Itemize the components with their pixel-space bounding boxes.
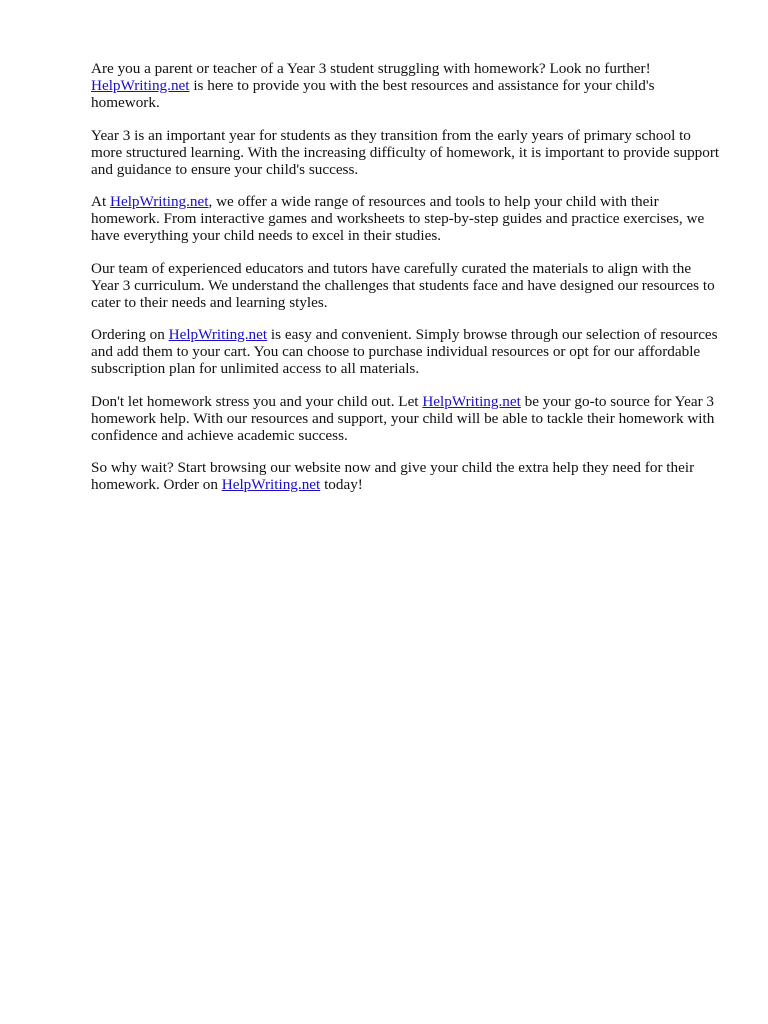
- paragraph-text: , we offer a wide range of resources and tools to help your child with their homework. From interactive games and worksheets to step-by-step guides and practice exercises, we have everything your child needs to excel in their studies.: [91, 193, 705, 244]
- paragraph: [91, 260, 721, 311]
- helpwriting-link[interactable]: HelpWriting.net: [221, 476, 321, 493]
- paragraph: [91, 60, 721, 111]
- paragraph: [91, 459, 721, 493]
- paragraph-text: Are you a parent or teacher of a Year 3 student struggling with homework? Look no further!: [91, 60, 651, 77]
- paragraph-text: Don't let homework stress you and your child out. Let: [91, 392, 423, 410]
- paragraph-text: is easy and convenient. Simply browse through our selection of resources and add them to your cart. You can choose to purchase individual resources or opt for our affordable subscription plan for unlimited access to all materials.: [91, 326, 718, 377]
- paragraph-text: Year 3 is an important year for students as they transition from the early years of primary school to more structured learning. With the increasing difficulty of homework, it is important to provide support and guidance to ensure your child's success.: [91, 126, 720, 178]
- paragraph: [91, 193, 721, 244]
- paragraph: [91, 393, 721, 444]
- paragraph: [91, 127, 721, 178]
- paragraph-text: At: [91, 193, 110, 210]
- paragraph-text: So why wait? Start browsing our website now and give your child the extra help they need for their homework. Order on: [91, 459, 695, 493]
- document-body: [91, 60, 721, 509]
- paragraph-text: Our team of experienced educators and tutors have carefully curated the materials to align with the Year 3 curriculum. We understand the challenges that students face and have designed our resources to cater to their needs and learning styles.: [91, 259, 715, 311]
- helpwriting-link[interactable]: HelpWriting.net: [91, 77, 190, 94]
- helpwriting-link[interactable]: HelpWriting.net: [109, 193, 209, 210]
- helpwriting-link[interactable]: HelpWriting.net: [422, 392, 521, 410]
- paragraph: [91, 326, 721, 377]
- paragraph-text: be your go-to source for Year 3 homework help. With our resources and support, your child will be able to tackle their homework with confidence and achieve academic success.: [91, 392, 715, 444]
- paragraph-text: today!: [320, 476, 363, 493]
- helpwriting-link[interactable]: HelpWriting.net: [168, 326, 268, 343]
- paragraph-text: Ordering on: [91, 326, 169, 343]
- paragraph-text: is here to provide you with the best resources and assistance for your child's homework.: [91, 77, 655, 111]
